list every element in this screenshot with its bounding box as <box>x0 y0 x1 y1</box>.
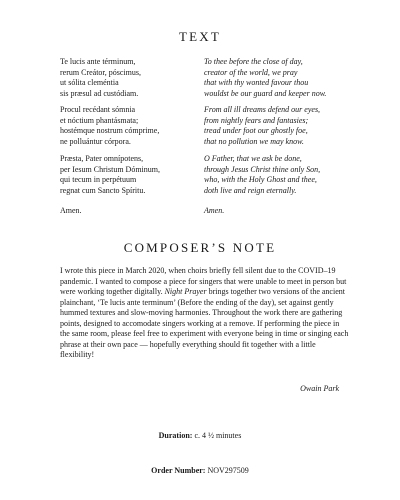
order-number-label: Order Number: <box>151 466 206 475</box>
english-line: that no pollution we may know. <box>204 136 304 146</box>
latin-line: Procul recédant sómnia <box>60 105 136 114</box>
latin-line: ne polluántur córpora. <box>60 136 131 146</box>
text-heading: TEXT <box>178 29 221 44</box>
english-stanza-1 <box>204 57 326 99</box>
latin-line: regnat cum Sancto Spíritu. <box>60 185 146 195</box>
english-line: through Jesus Christ thine only Son, <box>204 164 321 174</box>
english-line: creator of the world, we pray <box>204 67 298 77</box>
duration-value: c. 4 ½ minutes <box>192 431 242 440</box>
latin-line: Præsta, Pater omnípotens, <box>60 154 144 163</box>
english-amen <box>204 206 224 217</box>
english-line: tread under foot our ghostly foe, <box>204 126 308 136</box>
latin-line: per Iesum Christum Dóminum, <box>60 164 160 174</box>
english-line: doth live and reign eternally. <box>204 185 297 195</box>
order-number <box>0 466 400 475</box>
english-line: from nightly fears and fantasies; <box>204 115 309 125</box>
english-stanza-3 <box>204 154 320 196</box>
english-line: wouldst be our guard and keeper now. <box>204 88 327 98</box>
latin-amen <box>60 206 82 217</box>
latin-stanza-1 <box>60 57 141 99</box>
english-line: who, with the Holy Ghost and thee, <box>204 175 317 185</box>
duration-label: Duration: <box>158 431 193 440</box>
latin-line: ut sólita cleméntia <box>60 78 119 88</box>
latin-line: rerum Creátor, póscimus, <box>60 67 141 77</box>
work-title: Night Prayer <box>164 287 207 297</box>
note-text-end: brings together two versions of the ancient plainchant, ‘Te lucis ante terminum’ (Before the ending of the day), set against gently hummed textures and slow-moving harmonies. Throughout the work there are gathering points, designed to accomodate singers working at a remove. If performing the piece in the same room, please feel free to experiment with everyone being in time or singing each phrase at their own pace — hopefully everything should fit together with a little flexibility! <box>60 287 349 360</box>
english-line: Amen. <box>204 206 225 215</box>
composers-note-paragraph <box>60 266 350 361</box>
latin-stanza-3 <box>60 154 160 196</box>
latin-line: Te lucis ante términum, <box>60 57 136 66</box>
english-line: From all ill dreams defend our eyes, <box>204 105 321 114</box>
composers-note-heading: COMPOSER’S NOTE <box>123 240 277 255</box>
english-line: To thee before the close of day, <box>204 57 303 66</box>
duration <box>0 431 400 440</box>
latin-line: et nóctium phantásmata; <box>60 115 139 125</box>
latin-line: hostémque nostrum cómprime, <box>60 126 160 136</box>
note-text-start: I wrote this piece in March 2020, when choirs briefly fell silent due to the COVID–19 pandemic. I wanted to compose a piece for singers that were unable to meet in person but were working together digitally. <box>60 266 347 297</box>
latin-line: qui tecum in perpétuum <box>60 175 137 185</box>
english-line: O Father, that we ask be done, <box>204 154 302 163</box>
latin-line: Amen. <box>60 206 82 215</box>
order-number-value: NOV297509 <box>205 466 249 475</box>
english-line: that with thy wonted favour thou <box>204 78 309 88</box>
composer-signature: Owain Park <box>300 384 339 393</box>
english-stanza-2 <box>204 105 320 147</box>
latin-line: sis præsul ad custódiam. <box>60 88 139 98</box>
latin-stanza-2 <box>60 105 159 147</box>
